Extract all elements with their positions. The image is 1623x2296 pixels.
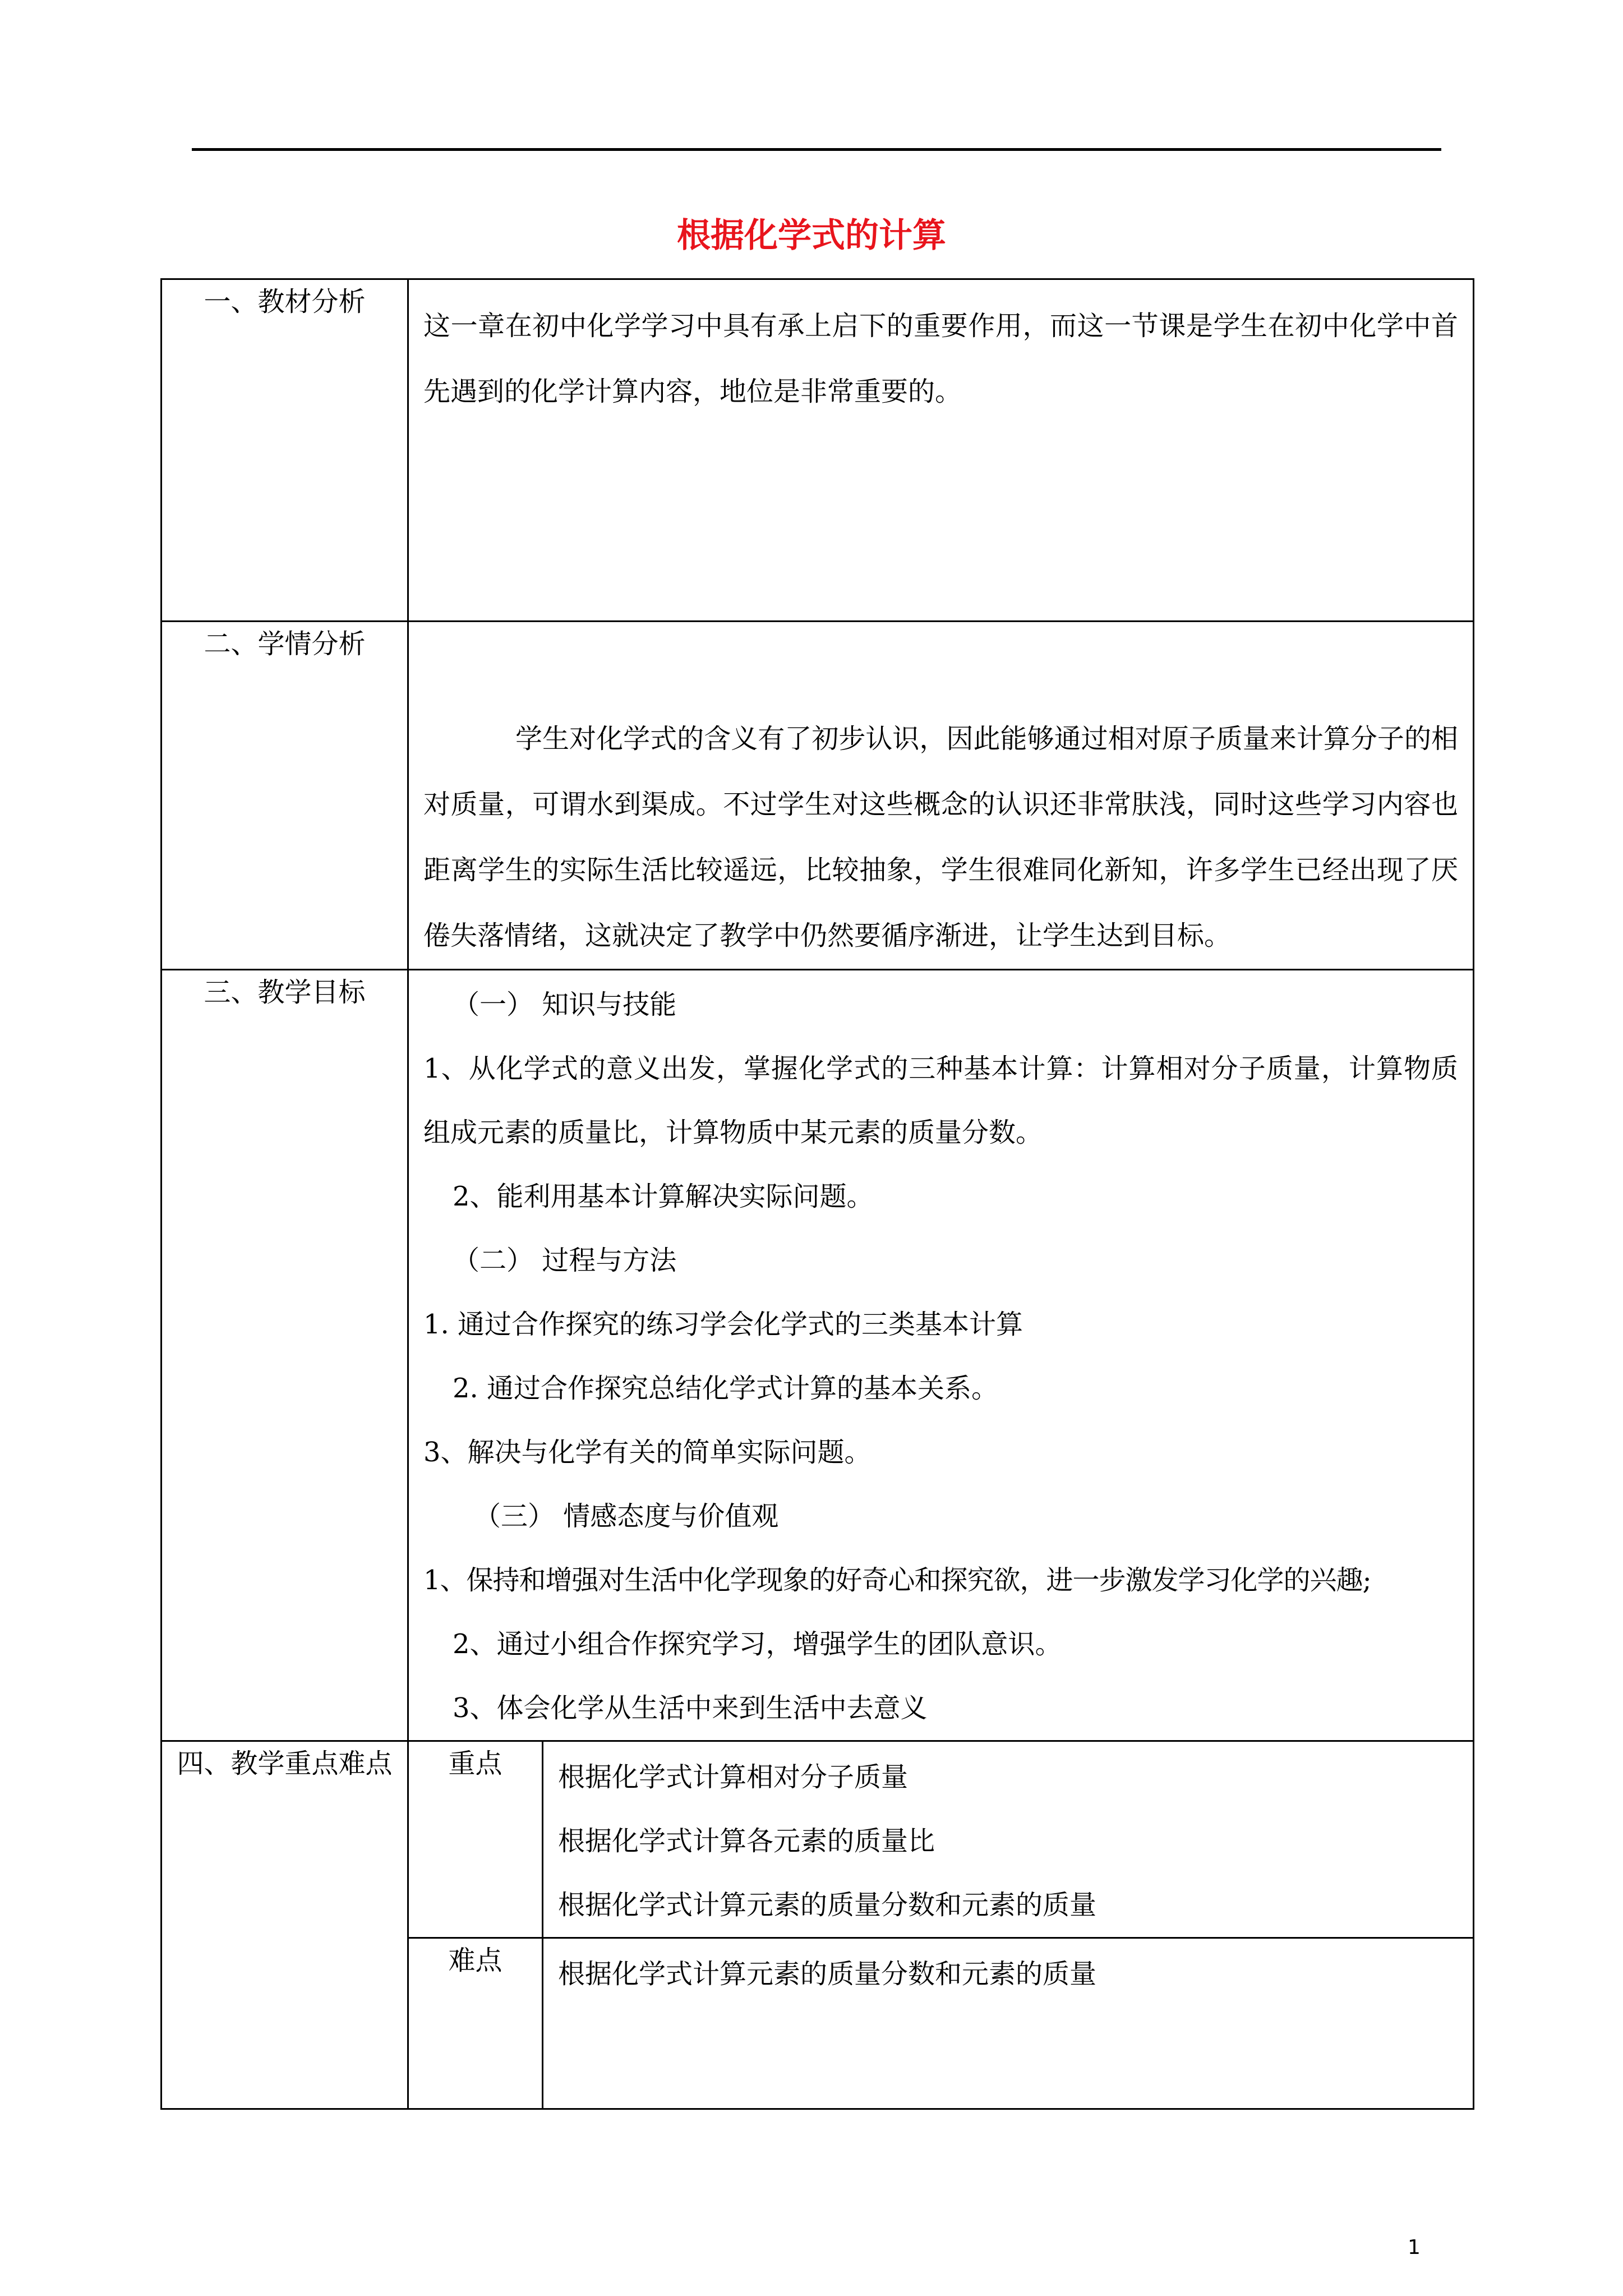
materials-analysis-cell: [408, 279, 1474, 622]
row-student-analysis: [162, 622, 1474, 970]
row-teaching-goals: [162, 970, 1474, 1741]
goal-item: 2、能利用基本计算解决实际问题。: [453, 1181, 874, 1212]
goal-heading-process: （二） 过程与方法: [453, 1245, 677, 1276]
key-point-item: 根据化学式计算元素的质量分数和元素的质量: [558, 1889, 1097, 1921]
goal-heading-attitude: （三） 情感态度与价值观: [474, 1501, 779, 1532]
goal-item: 3、解决与化学有关的简单实际问题。: [423, 1437, 872, 1468]
goal-item: 2. 通过合作探究总结化学式计算的基本关系。: [453, 1373, 999, 1404]
difficult-points-cell: [543, 1938, 1474, 2109]
goal-item: 1、从化学式的意义出发，掌握化学式的三种基本计算：计算相对分子质量，计算物质组成元素的质量比，计算物质中某元素的质量分数。: [423, 1053, 1458, 1148]
teaching-goals-label: 三、教学目标: [162, 970, 408, 1741]
goal-item: 3、体会化学从生活中来到生活中去意义: [453, 1692, 928, 1724]
key-points-cell: [543, 1741, 1474, 1938]
teaching-goals-cell: [408, 970, 1474, 1741]
key-point-item: 根据化学式计算相对分子质量: [558, 1761, 909, 1793]
page-number: 1: [1408, 2236, 1421, 2259]
goal-heading-knowledge: （一） 知识与技能: [453, 989, 677, 1020]
goal-item: 1. 通过合作探究的练习学会化学式的三类基本计算: [423, 1309, 1023, 1340]
materials-analysis-label: 一、教材分析: [162, 279, 408, 622]
difficult-point-item: 根据化学式计算元素的质量分数和元素的质量: [558, 1958, 1097, 1990]
difficult-points-label: 难点: [408, 1938, 543, 2109]
row-key-points: [162, 1741, 1474, 1938]
goal-item: 1、保持和增强对生活中化学现象的好奇心和探究欲，进一步激发学习化学的兴趣;: [423, 1565, 1371, 1596]
goal-item: 2、通过小组合作探究学习，增强学生的团队意识。: [453, 1628, 1062, 1660]
teaching-goals-list: [409, 970, 1473, 1740]
header-rule: [192, 148, 1441, 151]
key-points-label: 重点: [408, 1741, 543, 1938]
key-point-item: 根据化学式计算各元素的质量比: [558, 1825, 935, 1857]
lesson-plan-table: [160, 278, 1474, 2110]
student-analysis-text: 学生对化学式的含义有了初步认识，因此能够通过相对原子质量来计算分子的相对质量，可谓水到渠成。不过学生对这些概念的认识还非常肤浅，同时这些学习内容也距离学生的实际生活比较遥远，比较抽象，学生很难同化新知，许多学生已经出现了厌倦失落情绪，这就决定了教学中仍然要循序渐进，让学生达到目标。: [423, 723, 1458, 951]
student-analysis-label: 二、学情分析: [162, 622, 408, 970]
materials-analysis-text: 这一章在初中化学学习中具有承上启下的重要作用，而这一节课是学生在初中化学中首先遇到的化学计算内容，地位是非常重要的。: [423, 310, 1458, 407]
row-materials-analysis: [162, 279, 1474, 622]
student-analysis-cell: [408, 622, 1474, 970]
document-title: 根据化学式的计算: [677, 216, 946, 255]
key-difficult-label: 四、教学重点难点: [162, 1741, 408, 2109]
